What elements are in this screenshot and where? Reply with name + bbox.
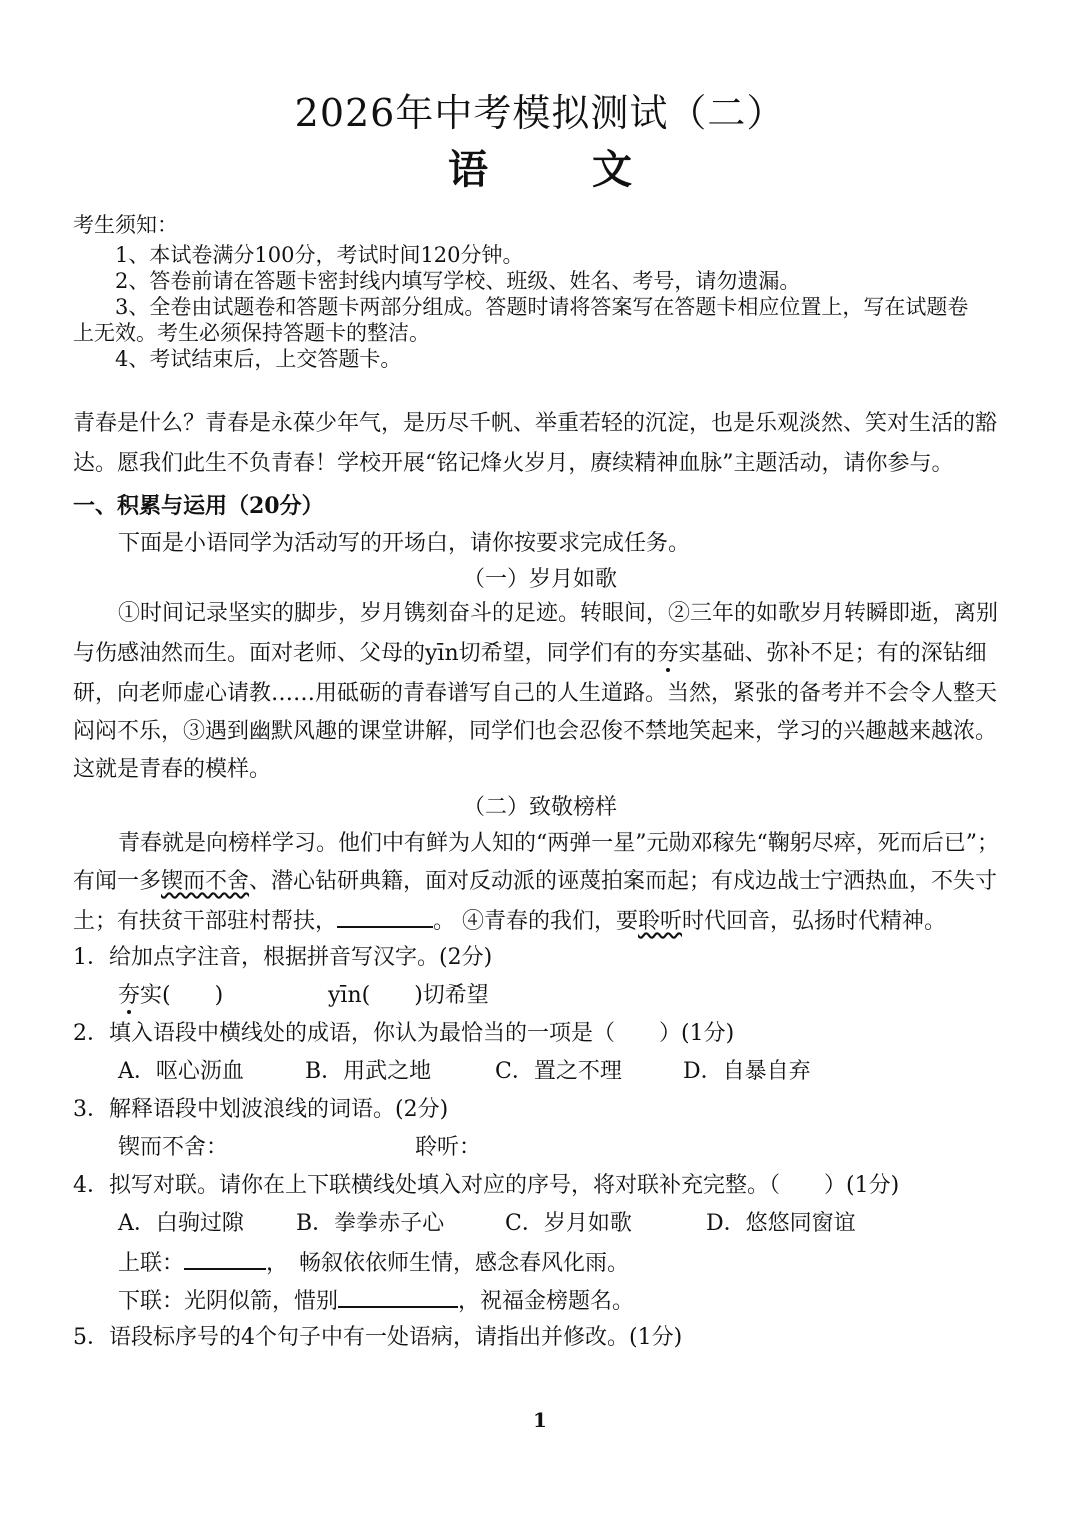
paragraph-line: 研，向老师虚心请教……用砥砺的青春谱写自己的人生道路。当然，紧张的备考并不会令人整天 (73, 681, 998, 706)
intro-line: 青春是什么？青春是永葆少年气，是历尽千帆、举重若轻的沉淀，也是乐观淡然、笑对生活的豁 (73, 411, 998, 436)
paragraph-line: 青春就是向榜样学习。他们中有鲜为人知的“两弹一星”元勋邓稼先“鞠躬尽瘁，死而后已”； (118, 831, 999, 856)
option-d: D．自暴自弃 (683, 1059, 811, 1084)
paragraph-line: 闷闷不乐，③遇到幽默风趣的课堂讲解，同学们也会忍俊不禁地笑起来，学习的兴趣越来越浓。 (73, 719, 998, 744)
text-span: 实基础、弥补不足；有的深钻细 (678, 641, 987, 666)
option-a: A．呕心沥血 (118, 1059, 244, 1084)
question-text: 1．给加点字注音，根据拼音写汉字。(2分) (73, 945, 493, 970)
question-text: 2．填入语段中横线处的成语，你认为最恰当的一项是（ ）(1分) (73, 1021, 735, 1046)
couplet-lower (118, 1286, 634, 1316)
question-text: 4．拟写对联。请你在上下联横线处填入对应的序号，将对联补充完整。（ ）(1分) (73, 1173, 900, 1198)
wavy-underlined-word: 聆听 (638, 909, 683, 934)
page-number: 1 (533, 1408, 547, 1432)
notice-item: 3、全卷由试题卷和答题卡两部分组成。答题时请将答案写在答题卡相应位置上，写在试题卷 (115, 295, 969, 319)
text-span: ，祝福金榜题名。 (458, 1289, 635, 1314)
option-b: B．拳拳赤子心 (296, 1211, 445, 1236)
text-span: 土；有扶贫干部驻村帮扶， (73, 909, 338, 934)
answer-blank (338, 1286, 458, 1308)
paragraph-line (73, 868, 997, 896)
paragraph-line: 这就是青春的模样。 (73, 757, 272, 782)
dotted-character: 夯 (656, 641, 679, 666)
answer-item: 锲而不舍： (118, 1135, 229, 1160)
option-c: C．岁月如歌 (505, 1211, 632, 1236)
section-lead: 下面是小语同学为活动写的开场白，请你按要求完成任务。 (118, 531, 691, 556)
section-heading: 一、积累与运用（20分） (73, 493, 324, 519)
paragraph-line (73, 640, 987, 668)
part-heading: （一）岁月如歌 (462, 567, 617, 592)
text-span: 有闻一多 (73, 869, 162, 894)
text-span: 。 ④青春的我们，要 (433, 909, 639, 934)
notice-item: 1、本试卷满分100分，考试时间120分钟。 (115, 243, 524, 267)
couplet-upper (118, 1248, 629, 1278)
answer-blank (337, 906, 433, 928)
part-heading: （二）致敬榜样 (462, 795, 617, 820)
text-span: 时代回音，弘扬时代精神。 (682, 909, 947, 934)
text-span: 、潜心钻研典籍，面对反动派的诬蔑拍案而起；有戍边战士宁洒热血，不失寸 (249, 869, 998, 894)
paragraph-line: ①时间记录坚实的脚步，岁月镌刻奋斗的足迹。转眼间，②三年的如歌岁月转瞬即逝，离别 (118, 601, 999, 626)
notice-item: 2、答卷前请在答题卡密封线内填写学校、班级、姓名、考号，请勿遗漏。 (115, 269, 801, 293)
wavy-underlined-word: 锲而不舍 (161, 869, 250, 894)
text-span: 下联：光阴似箭，惜别 (118, 1289, 339, 1314)
option-c: C．置之不理 (495, 1059, 622, 1084)
text-span: 上联： (118, 1251, 185, 1276)
question-text: 3．解释语段中划波浪线的词语。(2分) (73, 1097, 449, 1122)
text-span: 与伤感油然而生。面对老师、父母的yīn切希望，同学们有的 (73, 641, 657, 666)
exam-subject: 语 文 (448, 146, 632, 193)
notice-item: 4、考试结束后，上交答题卡。 (115, 347, 402, 371)
answer-blank (184, 1248, 266, 1270)
option-b: B．用武之地 (305, 1059, 432, 1084)
option-d: D．悠悠同窗谊 (706, 1211, 856, 1236)
answer-item: yīn( )切希望 (328, 983, 489, 1008)
dotted-character: 夯 (118, 983, 141, 1008)
answer-item (118, 982, 223, 1010)
paragraph-line (73, 906, 946, 936)
notice-item: 上无效。考生必须保持答题卡的整洁。 (73, 321, 430, 345)
text-span: 实( ) (140, 983, 224, 1008)
option-a: A．白驹过隙 (118, 1211, 244, 1236)
question-5: 5．语段标序号的4个句子中有一处语病，请指出并修改。(1分) (73, 1325, 683, 1350)
exam-title: 2026年中考模拟测试（二） (294, 91, 786, 135)
answer-item: 聆听： (415, 1135, 482, 1160)
notice-heading: 考生须知： (73, 213, 178, 237)
text-span: ， 畅叙依依师生情，感念春风化雨。 (266, 1251, 630, 1276)
intro-line: 达。愿我们此生不负青春！学校开展“铭记烽火岁月，赓续精神血脉”主题活动，请你参与。 (73, 451, 954, 476)
